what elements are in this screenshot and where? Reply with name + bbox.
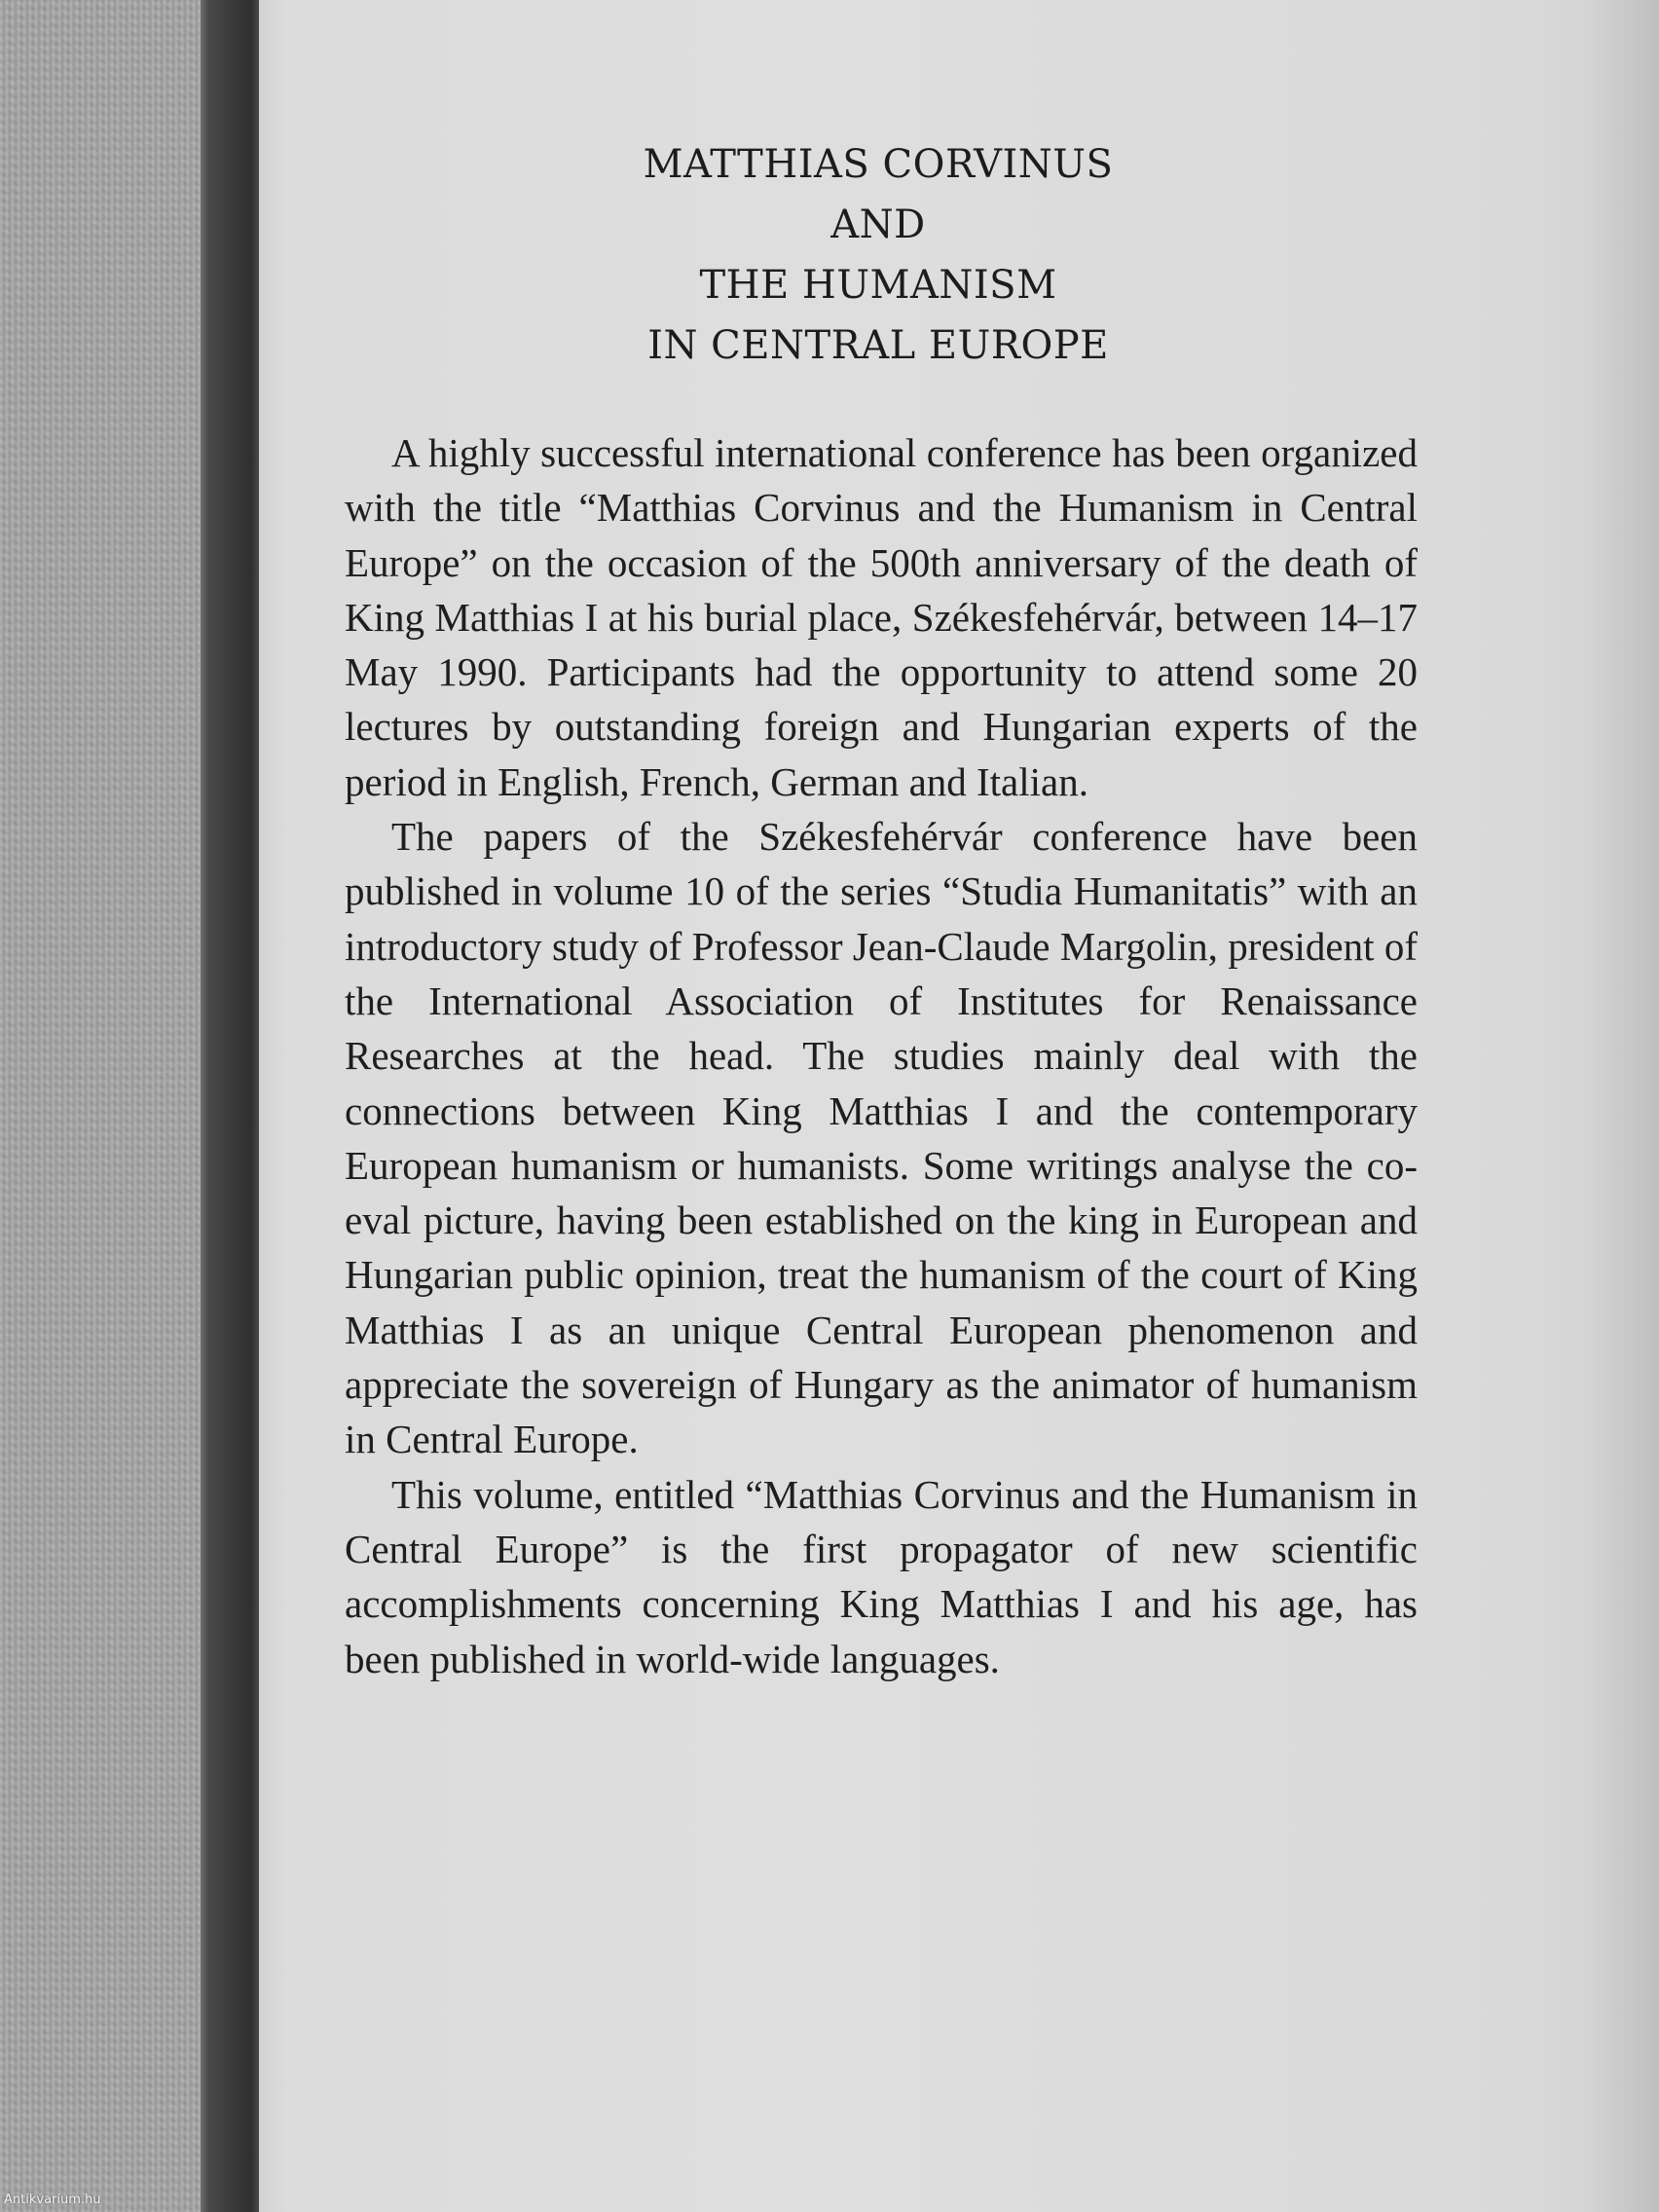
title-line: MATTHIAS CORVINUS <box>643 142 1114 187</box>
title-line: IN CENTRAL EUROPE <box>647 323 1109 368</box>
title-line: AND <box>830 203 926 247</box>
watermark: Antikvarium.hu <box>4 2193 101 2207</box>
paragraph-conference: A highly successful international conference has been organized with the title “Matthias Corvinus and the Humanism in Central Europe” on the occasion of the 500th anniversary of the death of King Matthias I at his burial place, Székesfehérvár, between 14–17 May 1990. Participants had the opportunity to attend some 20 lectures by outstanding foreign and Hungarian experts of the period in English, French, German and Italian. <box>345 430 1418 804</box>
body-text <box>345 425 1418 1686</box>
paragraph-volume: This volume, entitled “Matthias Corvinus and the Humanism in Central Europe” is the first propagator of new scientific accomplishments concerning King Matthias I and his age, has been published in world-wide languages. <box>345 1471 1418 1681</box>
page-edge-shadow <box>1585 0 1659 2212</box>
book-spine-shadow <box>201 0 259 2212</box>
title-line: THE HUMANISM <box>699 263 1057 308</box>
page-title <box>539 134 1217 376</box>
book-cover-texture <box>0 0 206 2212</box>
paragraph-papers: The papers of the Székesfehérvár conference have been published in volume 10 of the series “Studia Humanitatis” with an introductory study of Professor Jean-Claude Margolin, president of the International Association of Institutes for Renaissance Researches at the head. The studies mainly deal with the connections between King Matthias I and the contemporary European humanism or humanists. Some writings analyse the co-eval picture, having been established on the king in European and Hungarian public opinion, treat the humanism of the court of King Matthias I as an unique Central European phenomenon and appreciate the sovereign of Hungary as the animator of humanism in Central Europe. <box>345 814 1418 1462</box>
